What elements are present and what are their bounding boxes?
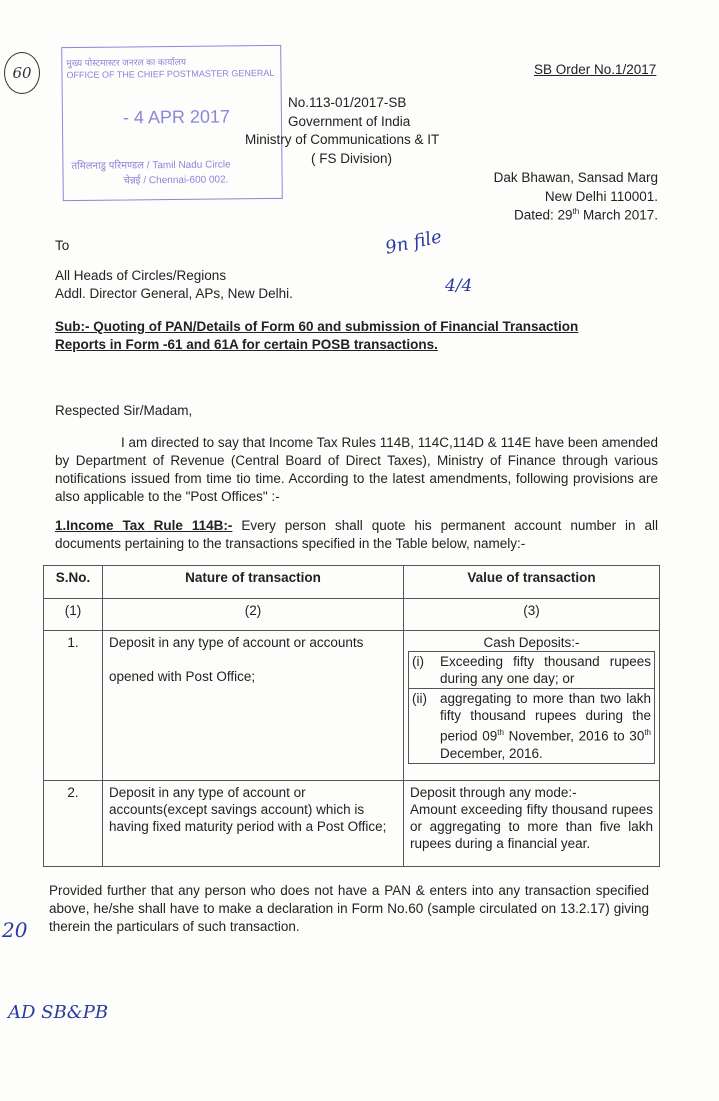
row-sno: 2. bbox=[44, 781, 103, 867]
subject-line1: Sub:- Quoting of PAN/Details of Form 60 and submission of Financial Transaction bbox=[55, 319, 579, 334]
division: ( FS Division) bbox=[311, 151, 393, 166]
address-line2: New Delhi 110001. bbox=[544, 189, 658, 204]
received-stamp: मुख्य पोस्टमास्टर जनरल का कार्यालय OFFICE OF THE CHIEF POSTMASTER GENERAL - 4 APR 2017 तमिलनाडु परिमण्डल / Tamil Nadu Circle चेन्नई / Chennai-600 002. bbox=[61, 45, 283, 201]
handwritten-note: 9n file bbox=[383, 226, 444, 259]
header-value: Value of transaction bbox=[404, 566, 660, 599]
header-sno: S.No. bbox=[44, 566, 103, 599]
col-number: (2) bbox=[103, 599, 404, 631]
row-sno: 1. bbox=[44, 631, 103, 781]
order-number: SB Order No.1/2017 bbox=[534, 62, 657, 77]
row-nature: Deposit in any type of account or accounts opened with Post Office; bbox=[103, 631, 404, 781]
paragraph-intro: I am directed to say that Income Tax Rules 114B, 114C,114D & 114E have been amended by Department of Revenue (Central Board of Direct Taxes), Ministry of Finance through various notifications issued from time tio time. According to the latest amendments, following provisions are also applicable to the "Post Offices" :- bbox=[55, 435, 658, 504]
recipient-2: Addl. Director General, APs, New Delhi. bbox=[55, 286, 293, 301]
row-value: Cash Deposits:- (i) Exceeding fifty thousand rupees during any one day; or (ii) aggregating to more than two lakh fifty thousand rupees during the period 09th November, 2016 to 30th December, 2016. bbox=[404, 631, 660, 781]
government: Government of India bbox=[288, 114, 411, 129]
header-nature: Nature of transaction bbox=[103, 566, 404, 599]
address-line1: Dak Bhawan, Sansad Marg bbox=[493, 170, 658, 185]
salutation: Respected Sir/Madam, bbox=[55, 403, 193, 418]
table-row bbox=[44, 631, 660, 781]
recipient-1: All Heads of Circles/Regions bbox=[55, 268, 227, 283]
to-label: To bbox=[55, 238, 70, 253]
handwritten-date: 4/4 bbox=[445, 276, 473, 296]
proviso-paragraph: Provided further that any person who does not have a PAN & enters into any transaction specified above, he/she shall have to make a declaration in Form No.60 (sample circulated on 13.2.17) giving therein the particulars of such transaction. bbox=[49, 883, 649, 934]
ministry: Ministry of Communications & IT bbox=[245, 132, 440, 147]
row-value: Deposit through any mode:- Amount exceeding fifty thousand rupees or aggregating to more than five lakh rupees during a financial year. bbox=[404, 781, 660, 867]
date: Dated: 29th March 2017. bbox=[513, 207, 658, 223]
handwritten-initials: AD SB&PB bbox=[8, 1002, 109, 1023]
subject-line2: Reports in Form -61 and 61A for certain POSB transactions. bbox=[55, 337, 438, 352]
col-number: (3) bbox=[404, 599, 660, 631]
handwritten-margin-note: 20 bbox=[2, 918, 28, 942]
table-row bbox=[44, 781, 660, 867]
handwritten-page-number: 60 bbox=[4, 52, 40, 94]
col-number: (1) bbox=[44, 599, 103, 631]
row-nature: Deposit in any type of account or accounts(except savings account) which is having fixed maturity period with a Post Office; bbox=[103, 781, 404, 867]
file-number: No.113-01/2017-SB bbox=[288, 95, 407, 110]
rule-paragraph: 1.Income Tax Rule 114B:- Every person shall quote his permanent account number in all documents pertaining to the transactions specified in the Table below, namely:- bbox=[55, 518, 658, 551]
transactions-table bbox=[43, 565, 660, 867]
